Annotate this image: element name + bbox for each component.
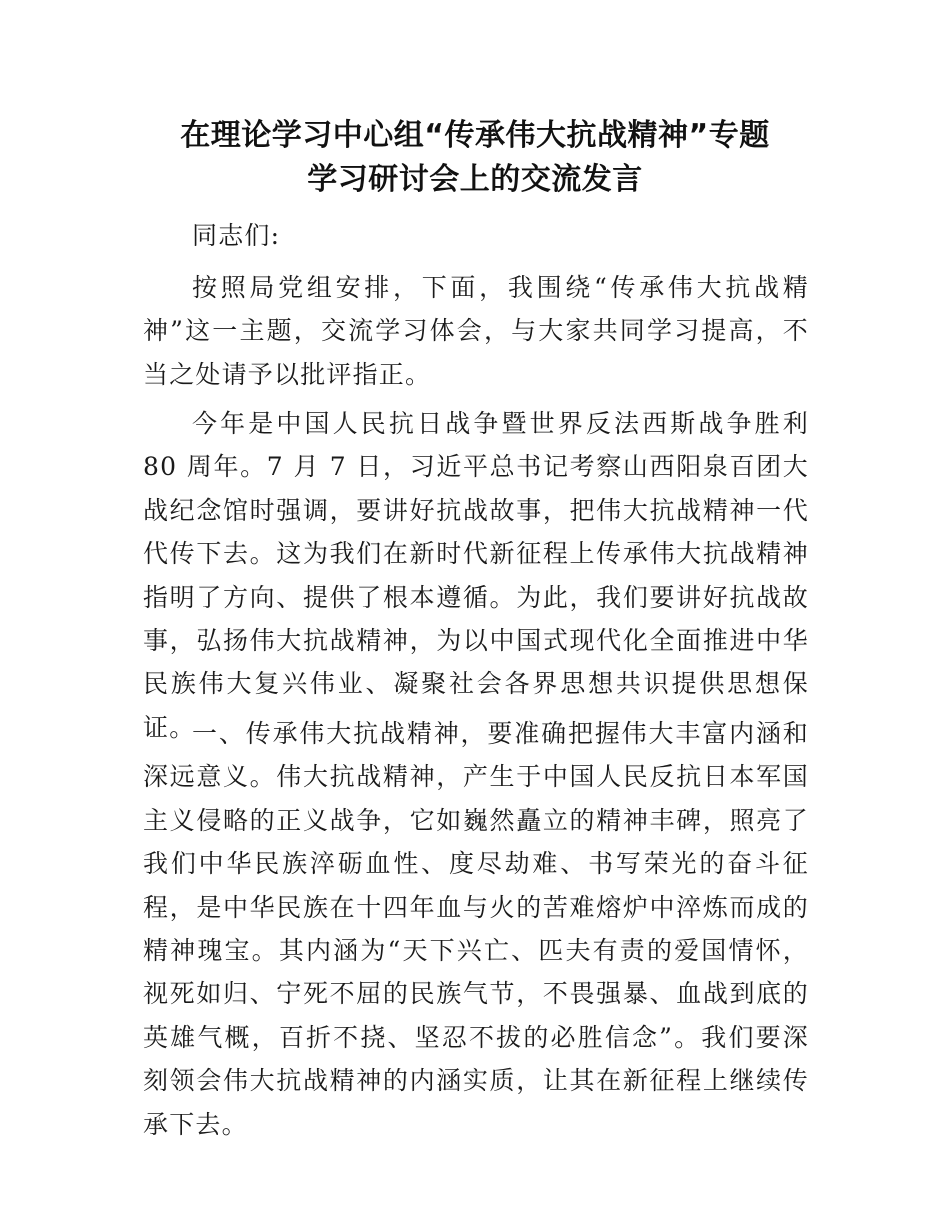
document-title-line-2: 学习研讨会上的交流发言 <box>307 162 643 197</box>
paragraph-section-one: 一、传承伟大抗战精神，要准确把握伟大丰富内涵和深远意义。伟大抗战精神，产生于中国人民反抗日本军国主义侵略的正义战争，它如巍然矗立的精神丰碑，照亮了我们中华民族淬砺血性、度尽劫难、书写荣光的奋斗征程，是中华民族在十四年血与火的苦难熔炉中淬炼而成的精神瑰宝。其内涵为“天下兴亡、匹夫有责的爱国情怀，视死如归、宁死不屈的民族气节，不畏强暴、血战到底的英雄气概，百折不挠、坚忍不拔的必胜信念”。我们要深刻领会伟大抗战精神的内涵实质，让其在新征程上继续传承下去。 <box>143 719 809 1139</box>
paragraph-intro: 按照局党组安排，下面，我围绕“传承伟大抗战精神”这一主题，交流学习体会，与大家共同学习提高，不当之处请予以批评指正。 <box>143 273 809 389</box>
document-title-line-1: 在理论学习中心组“传承伟大抗战精神”专题 <box>180 118 770 153</box>
paragraph-anniversary: 今年是中国人民抗日战争暨世界反法西斯战争胜利 80 周年。7 月 7 日，习近平总书记考察山西阳泉百团大战纪念馆时强调，要讲好抗战故事，把伟大抗战精神一代代传下去。这为我们在新时代新征程上传承伟大抗战精神指明了方向、提供了根本遵循。为此，我们要讲好抗战故事，弘扬伟大抗战精神，为以中国式现代化全面推进中华民族伟大复兴伟业、凝聚社会各界思想共识提供思想保证。 <box>143 409 809 742</box>
salutation: 同志们: <box>192 221 281 250</box>
